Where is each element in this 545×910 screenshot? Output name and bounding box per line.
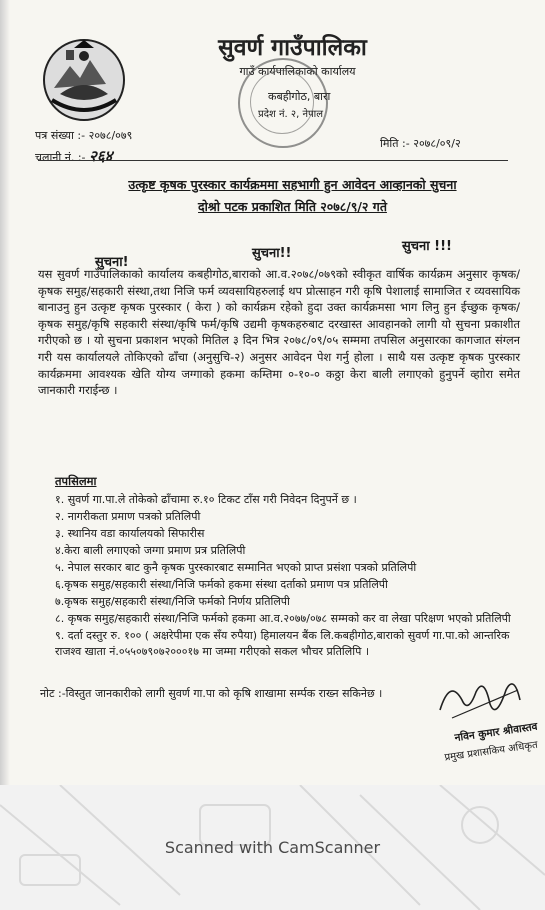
annex-title: तपसिलमा <box>55 474 97 488</box>
header-divider <box>38 160 508 161</box>
list-item: ७.कृषक समुह/सहकारी संस्था/निजि फर्मको निर्णय प्रतिलिपी <box>55 595 290 608</box>
camscanner-label: Scanned with CamScanner <box>164 838 381 857</box>
dispatch-label: चलानी नं. :- <box>35 151 86 164</box>
reference-number <box>35 128 132 143</box>
signatory-title: प्रमुख प्रशासकिय अधिकृत <box>443 739 539 764</box>
notice-mark-3: सुचना !!! <box>402 239 452 254</box>
handwritten-signature <box>432 670 527 730</box>
office-name: गाउँ कार्यपालिकाको कार्यालय <box>239 65 356 78</box>
notice-mark-2: सुचना!! <box>252 246 292 261</box>
date-line <box>380 136 461 151</box>
signatory-name: नविन कुमार श्रीवास्तव <box>453 720 539 745</box>
list-item: ४.केरा बाली लगाएको जग्गा प्रमाण प्रत्र प्रतिलिपी <box>55 544 246 557</box>
date-label: मिति :- <box>380 137 410 150</box>
reference-label: पत्र संख्या :- <box>35 129 86 142</box>
list-item: ३. स्थानिय वडा कार्यालयको सिफारीस <box>55 527 205 540</box>
office-location: कबहीगोठ, बारा <box>268 90 331 103</box>
page-edge-shadow <box>0 0 10 785</box>
office-stamp <box>238 58 331 148</box>
dispatch-value: २६४ <box>89 147 113 165</box>
list-item: २. नागरीकता प्रमाण पत्रको प्रतिलिपी <box>55 510 201 523</box>
date-value: २०७८/०९/२ <box>413 137 461 150</box>
footnote: नोट :-विस्तुत जानकारीको लागी सुवर्ण गा.पा को कृषि शाखामा सर्म्पक राख्न सकिनेछ । <box>40 687 383 700</box>
list-item: ९. दर्ता दस्तुर रु. १०० ( अक्षरेपीमा एक सँय रुपैया) हिमालयन बैंक लि.कबहीगोठ,बाराको सुवर्ण गा.पा.को आन्तरिक राजश्व खाता नं.०५५०७९०७२०००१७ मा जम्मा गरीएको सकल भौचर प्रतिलिपि । <box>55 629 510 658</box>
reference-value: २०७८/०७९ <box>88 129 133 142</box>
province-line: प्रदेश नं. २, नेपाल <box>258 109 324 120</box>
list-item: १. सुवर्ण गा.पा.ले तोकेको ढाँचामा रु.१० टिकट टाँस गरी निवेदन दिनुपर्ने छ । <box>55 493 357 506</box>
notice-body: यस सुवर्ण गाउँपालिकाको कार्यालय कबहीगोठ,बाराको आ.व.२०७८/०७९को स्वीकृत वार्षिक कार्यक्रम अनुसार कृषक/कृषक समुह/सहकारी संस्था,तथा निजि फर्म व्यवसायिहरुलाई थप प्रोत्साहन गरी कृषि पेशालाई सामाजित र व्यवसायिक बानाउनु हुन उत्कृष्ट कृषक पुरस्कार ( केरा ) को कार्यक्रम रहेको हुदा उक्त कार्यक्रमसा भाग लिनु हुन ईच्छुक कृषक/कृषक समुह/कृषि सहकारी संस्था/कृषि फर्म/कृषि उद्यमी कृषकहरुबाट दरखास्त आवहानको लागी यो सुचना प्रकाशीत गरीएको छ । यो सुचना प्रकाशन भएको मितिल ३ दिन भित्र २०७८/०९/०५ सम्ममा तपसिल अनुसारका कागजात संग्लन गरी यस कार्यालयले तोकिएको ढाँचा (अनुसुचि-२) अनुसर आवेदन पेश गर्नु होला । साथै यस उत्कृष्ट कृषक पुरस्कार कार्यक्रममा आवश्यक खेति योग्य जग्गाको हकमा कम्तिमा ०-१०-० कठ्ठा केरा बाली लगाएको हुनुपर्ने व्हाोरा समेत जानकारी गराईन्छ । <box>38 267 520 398</box>
municipality-title: सुवर्ण गाउँपालिका <box>218 34 367 61</box>
list-item: ६.कृषक समुह/सहकारी संस्था/निजि फर्मको हकमा संस्था दर्ताको प्रमाण पत्र प्रतिलिपी <box>55 578 388 591</box>
requirements-list <box>55 492 525 661</box>
notice-subheading: दोश्रो पटक प्रकाशित मिति २०७८/९/२ गते <box>198 199 387 214</box>
list-item: ८. कृषक समुह/सहकारी संस्था/निजि फर्मको हकमा आ.व.२०७७/०७८ सम्मको कर वा लेखा परिक्षण भएको प्रतिलिपी <box>55 612 511 625</box>
notice-heading: उत्कृष्ट कृषक पुरस्कार कार्यक्रममा सहभागी हुन आवेदन आव्हानको सुचना <box>128 177 457 192</box>
list-item: ५. नेपाल सरकार बाट कुनै कृषक पुरस्कारबाट सम्मानित भएको प्राप्त प्रसंशा पत्रको प्रतिलिपी <box>55 561 417 574</box>
stamp-inner-ring <box>250 70 314 134</box>
notice-mark-1: सुचना! <box>95 255 129 270</box>
dispatch-number <box>35 146 112 166</box>
